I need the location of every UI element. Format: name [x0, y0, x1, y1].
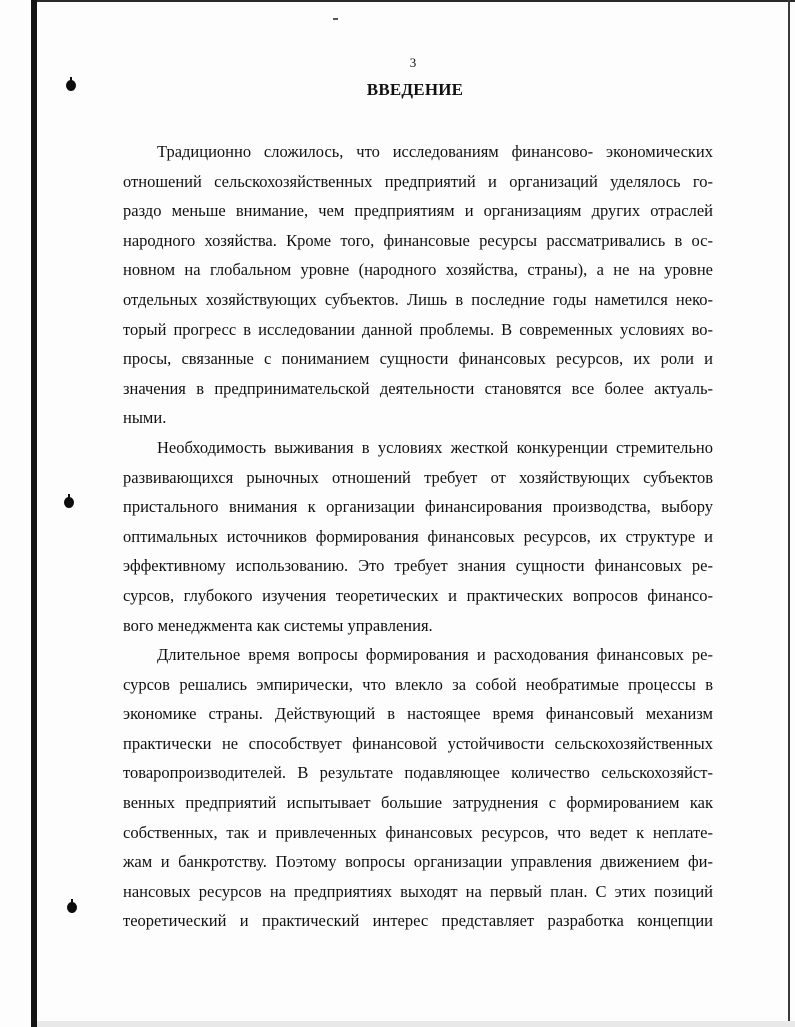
text-line: новном на глобальном уровне (народного хозяйства, страны), а не на уровне: [123, 260, 713, 280]
scan-speck: [333, 18, 338, 20]
text-line: теоретический и практический интерес представляет разработка концепции: [123, 911, 713, 931]
text-line: пристального внимания к организации финансирования производства, выбору: [123, 497, 713, 517]
text-line: ными.: [123, 408, 167, 428]
text-line: отношений сельскохозяйственных предприятий и организаций уделялось го-: [123, 171, 713, 191]
text-line: собственных, так и привлеченных финансовых ресурсов, что ведет к неплате-: [123, 822, 713, 842]
text-line: оптимальных источников формирования финансовых ресурсов, их структуре и: [123, 526, 713, 546]
text-line: экономике страны. Действующий в настоящее время финансовый механизм: [123, 704, 713, 724]
paragraph-intro: [123, 137, 713, 433]
text-line: сурсов решались эмпирически, что влекло за собой необратимые процессы в: [123, 674, 713, 694]
scan-binding-edge: [31, 0, 37, 1027]
text-line: вого менеджмента как системы управления.: [123, 615, 433, 635]
page-number: 3: [409, 55, 417, 70]
text-line: эффективному использованию. Это требует знания сущности финансовых ре-: [123, 556, 713, 576]
text-line: развивающихся рыночных отношений требует от хозяйствующих субъектов: [123, 467, 713, 487]
paragraph-competition: [123, 433, 713, 640]
text-line: товаропроизводителей. В результате подавляющее количество сельскохозяйст-: [123, 763, 713, 783]
body-text: [123, 137, 713, 936]
text-line: просы, связанные с пониманием сущности финансовых ресурсов, их роли и: [123, 349, 713, 369]
text-line: торый прогресс в исследовании данной проблемы. В современных условиях во-: [123, 319, 713, 339]
scan-right-edge: [788, 0, 790, 1027]
text-line: практически не способствует финансовой устойчивости сельскохозяйственных: [123, 733, 713, 753]
binder-hole-mark: [67, 902, 77, 913]
text-line: сурсов, глубокого изучения теоретических и практических вопросов финансо-: [123, 585, 713, 605]
text-line: Необходимость выживания в условиях жесткой конкуренции стремительно: [157, 437, 713, 457]
text-line: жам и банкротству. Поэтому вопросы организации управления движением фи-: [123, 852, 713, 872]
paragraph-financial-resources: [123, 640, 713, 936]
text-line: народного хозяйства. Кроме того, финансовые ресурсы рассматривались в ос-: [123, 230, 713, 250]
text-line: Длительное время вопросы формирования и расходования финансовых ре-: [157, 645, 713, 665]
binder-hole-mark: [64, 497, 74, 508]
section-heading: ВВЕДЕНИЕ: [366, 80, 464, 99]
text-line: венных предприятий испытывает большие затруднения с формированием как: [123, 793, 713, 813]
scan-top-edge: [37, 0, 795, 2]
text-line: значения в предпринимательской деятельности становятся все более актуаль-: [123, 378, 713, 398]
text-line: отдельных хозяйствующих субъектов. Лишь в последние годы наметился неко-: [123, 289, 713, 309]
binder-hole-mark: [66, 80, 76, 91]
text-line: Традиционно сложилось, что исследованиям финансово- экономических: [157, 142, 713, 161]
text-line: нансовых ресурсов на предприятиях выходят на первый план. С этих позиций: [123, 881, 713, 901]
text-line: раздо меньше внимание, чем предприятиям и организациям других отраслей: [123, 201, 713, 221]
scan-bottom-edge: [37, 1021, 795, 1027]
